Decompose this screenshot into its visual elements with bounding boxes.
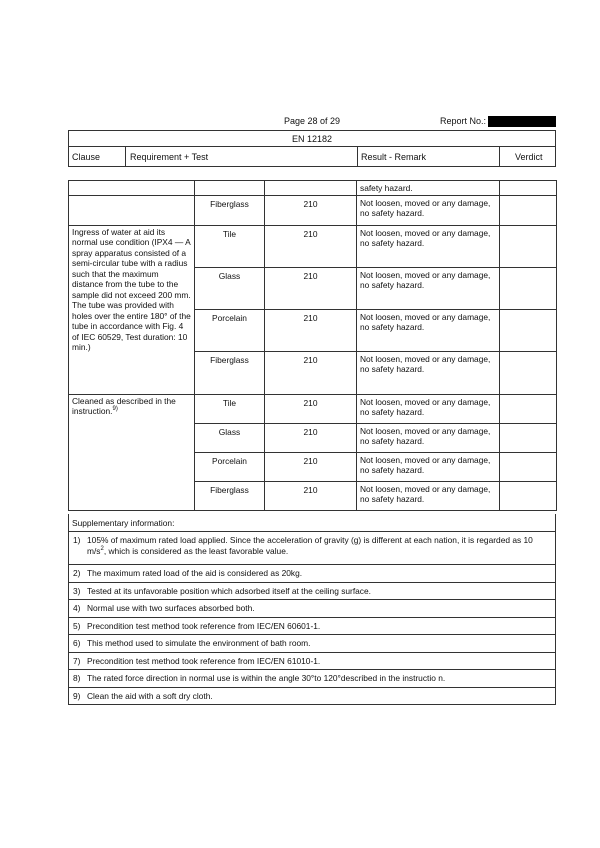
note-number: 6) (73, 638, 81, 648)
value-cell: 210 (265, 267, 357, 309)
note-text: Clean the aid with a soft dry cloth. (87, 690, 213, 701)
col-clause: Clause (72, 152, 101, 162)
note-text: Precondition test method took reference from IEC/EN 60601-1. (87, 620, 321, 631)
value-cell: 210 (265, 394, 357, 423)
result-cell: Not loosen, moved or any damage, no safety hazard. (357, 225, 500, 267)
result-cell: safety hazard. (357, 181, 500, 196)
note-text: 105% of maximum rated load applied. Since the acceleration of gravity (g) is different at each nation, it is regarded as 10 m/s (87, 535, 533, 556)
requirement-cell (69, 195, 195, 225)
result-cell: Not loosen, moved or any damage, no safety hazard. (357, 309, 500, 351)
note-number: 8) (73, 673, 81, 683)
note-text: This method used to simulate the environment of bath room. (87, 638, 311, 648)
verdict-cell (500, 267, 557, 309)
requirement-cleaned-text: Cleaned as described in the instruction. (72, 395, 176, 416)
material-cell: Tile (195, 394, 265, 423)
column-divider (125, 147, 126, 166)
result-cell: Not loosen, moved or any damage, no safety hazard. (357, 481, 500, 510)
note-item (69, 688, 555, 705)
result-cell: Not loosen, moved or any damage, no safety hazard. (357, 351, 500, 394)
note-item (69, 565, 555, 583)
value-cell: 210 (265, 481, 357, 510)
note-text: Tested at its unfavorable position which adsorbed itself at the ceiling surface. (87, 585, 371, 596)
standard-title: EN 12182 (291, 134, 333, 144)
note-number: 5) (73, 620, 81, 631)
verdict-cell (500, 309, 557, 351)
table-row (69, 394, 557, 423)
redacted-report-number (488, 116, 556, 127)
footnote-ref: 9) (112, 406, 118, 413)
table-row (69, 195, 557, 225)
material-cell: Tile (195, 225, 265, 267)
verdict-cell (500, 181, 557, 196)
column-divider (357, 147, 358, 166)
value-cell: 210 (265, 225, 357, 267)
result-cell: Not loosen, moved or any damage, no safety hazard. (357, 195, 500, 225)
value-cell: 210 (265, 423, 357, 452)
material-cell: Porcelain (195, 309, 265, 351)
material-cell: Porcelain (195, 452, 265, 481)
requirement-ingress: Ingress of water at aid its normal use condition (IPX4 — A spray apparatus consisted of a semi-circular tube with a radius such that the maximum distance from the tube to the sample did not exceed 200 mm. The tube was provided with holes over the entire 180° of the tube in accordance with Fig. 4 of IEC 60529, Test duration: 10 min.) (69, 225, 195, 394)
requirement-cleaned (69, 394, 195, 510)
verdict-cell (500, 452, 557, 481)
verdict-cell (500, 423, 557, 452)
note-item (69, 670, 555, 688)
note-item (69, 583, 555, 601)
test-results-table (68, 180, 557, 511)
material-cell (195, 181, 265, 196)
standard-title-bar (68, 130, 556, 147)
note-item (69, 532, 555, 565)
note-number: 2) (73, 568, 81, 578)
note-item (69, 635, 555, 653)
note-number: 1) (73, 535, 81, 545)
page-number: Page 28 of 29 (284, 116, 341, 126)
result-cell: Not loosen, moved or any damage, no safety hazard. (357, 452, 500, 481)
col-result: Result - Remark (361, 152, 427, 162)
column-header-bar (68, 147, 556, 167)
note-item (69, 618, 555, 636)
material-cell: Fiberglass (195, 351, 265, 394)
page-header (68, 116, 556, 128)
col-requirement: Requirement + Test (130, 152, 209, 162)
col-verdict: Verdict (515, 152, 543, 162)
note-text: The maximum rated load of the aid is considered as 20kg. (87, 568, 303, 578)
note-number: 9) (73, 690, 81, 701)
supplementary-title: Supplementary information: (69, 514, 555, 532)
note-text: Normal use with two surfaces absorbed both. (87, 603, 255, 613)
note-item (69, 653, 555, 671)
material-cell: Fiberglass (195, 195, 265, 225)
requirement-cell (69, 181, 195, 196)
value-cell (265, 181, 357, 196)
value-cell: 210 (265, 452, 357, 481)
verdict-cell (500, 195, 557, 225)
value-cell: 210 (265, 195, 357, 225)
note-number: 7) (73, 655, 81, 666)
verdict-cell (500, 225, 557, 267)
verdict-cell (500, 351, 557, 394)
column-divider (499, 147, 500, 166)
value-cell: 210 (265, 351, 357, 394)
material-cell: Fiberglass (195, 481, 265, 510)
verdict-cell (500, 481, 557, 510)
note-number: 4) (73, 603, 81, 613)
report-number-label: Report No.: (440, 116, 487, 126)
note-item (69, 600, 555, 618)
result-cell: Not loosen, moved or any damage, no safety hazard. (357, 267, 500, 309)
note-text: , which is considered as the least favorable value. (103, 545, 289, 556)
note-text: Precondition test method took reference from IEC/EN 61010-1. (87, 655, 321, 666)
result-cell: Not loosen, moved or any damage, no safety hazard. (357, 394, 500, 423)
value-cell: 210 (265, 309, 357, 351)
result-cell: Not loosen, moved or any damage, no safety hazard. (357, 423, 500, 452)
material-cell: Glass (195, 423, 265, 452)
table-row (69, 181, 557, 196)
table-row (69, 225, 557, 267)
verdict-cell (500, 394, 557, 423)
note-number: 3) (73, 585, 81, 596)
material-cell: Glass (195, 267, 265, 309)
supplementary-section (68, 514, 556, 705)
note-text: The rated force direction in normal use is within the angle 30°to 120°described in the instructio n. (87, 673, 446, 683)
note-superscript: 2 (100, 545, 104, 552)
